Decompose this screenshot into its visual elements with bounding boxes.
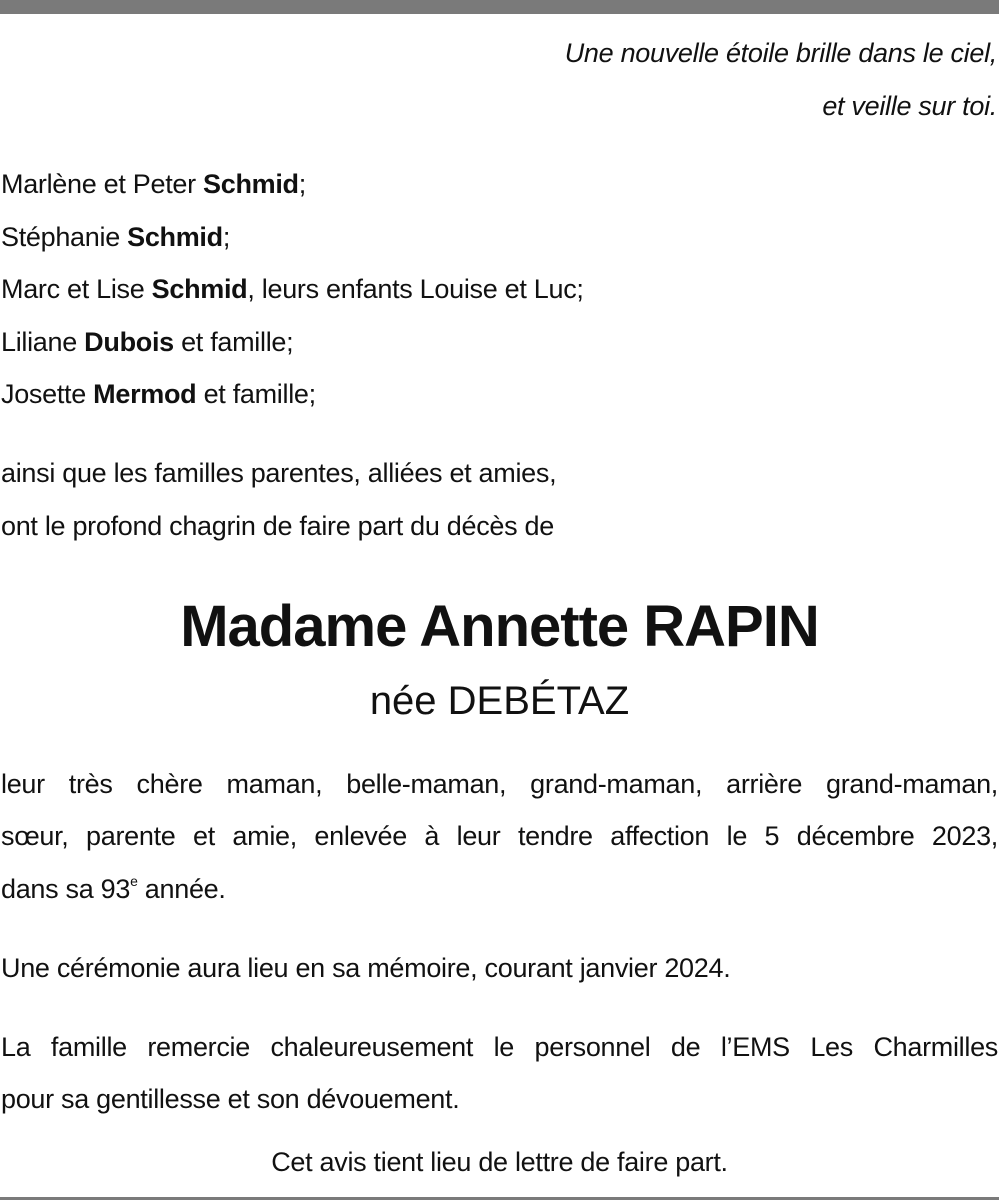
quote-line-1: Une nouvelle étoile brille dans le ciel, <box>564 38 997 68</box>
description-line-3: dans sa 93e année. <box>1 873 226 904</box>
ceremony-text: Une cérémonie aura lieu en sa mémoire, courant janvier 2024. <box>1 953 731 983</box>
maiden-name: née DEBÉTAZ <box>369 679 630 723</box>
family-surname: Schmid <box>127 222 223 252</box>
ordinal-superscript: e <box>130 873 138 889</box>
thanks-line-1: La famille remercie chaleureusement le personnel de l’EMS Les Charmilles <box>1 1032 998 1062</box>
bottom-rule <box>0 1197 999 1200</box>
footer-note: Cet avis tient lieu de lettre de faire part. <box>271 1147 728 1177</box>
description-line-2: sœur, parente et amie, enlevée à leur tendre affection le 5 décembre 2023, <box>1 821 998 851</box>
intro-line-2: ont le profond chagrin de faire part du décès de <box>1 511 554 541</box>
family-surname: Schmid <box>203 169 299 199</box>
family-surname: Schmid <box>151 274 248 304</box>
family-surname: Dubois <box>84 327 174 357</box>
family-line: Josette Mermod et famille; <box>1 379 316 409</box>
family-surname: Mermod <box>93 379 197 409</box>
deceased-name: Madame Annette RAPIN <box>180 594 819 659</box>
family-line: Stéphanie Schmid; <box>1 222 231 252</box>
top-rule <box>0 0 999 14</box>
quote-line-2: et veille sur toi. <box>822 91 997 121</box>
intro-line-1: ainsi que les familles parentes, alliées et amies, <box>1 458 557 488</box>
description-line-1: leur très chère maman, belle-maman, grand-maman, arrière grand-maman, <box>1 769 998 799</box>
family-line: Liliane Dubois et famille; <box>1 327 294 357</box>
thanks-line-2: pour sa gentillesse et son dévouement. <box>1 1084 460 1114</box>
family-line: Marc et Lise Schmid, leurs enfants Louise et Luc; <box>1 274 584 304</box>
family-line: Marlène et Peter Schmid; <box>1 169 306 199</box>
